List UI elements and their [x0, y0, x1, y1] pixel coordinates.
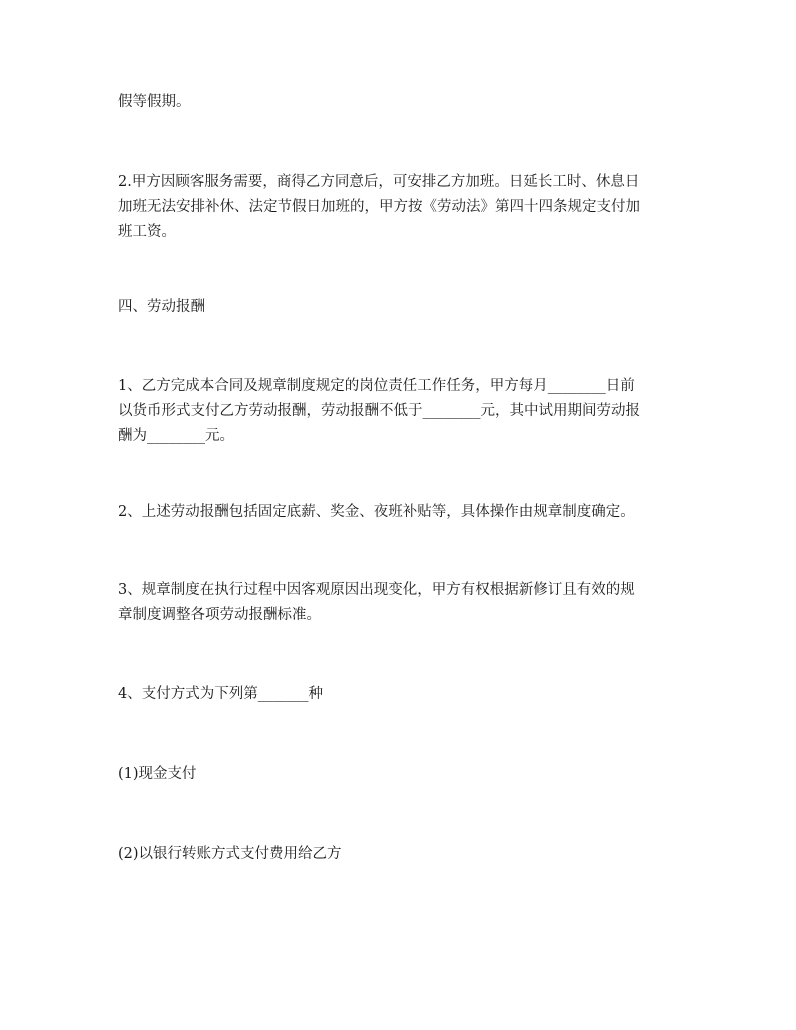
text-line: (1)现金支付 [118, 766, 197, 782]
paragraph-payment-option-1 [118, 762, 684, 787]
paragraph-payment-option-2 [118, 842, 684, 867]
paragraph-payment-method [118, 682, 684, 707]
text-line: 酬为________元。 [118, 428, 234, 444]
section-heading-remuneration [118, 295, 684, 320]
paragraph-remuneration-1 [118, 374, 684, 449]
text-line: 班工资。 [118, 224, 176, 240]
text-line: 加班无法安排补休、法定节假日加班的，甲方按《劳动法》第四十四条规定支付加 [118, 199, 640, 215]
text-line: 假等假期。 [118, 94, 191, 110]
text-line: 四、劳动报酬 [118, 299, 205, 315]
text-line: 以货币形式支付乙方劳动报酬，劳动报酬不低于________元，其中试用期间劳动报 [118, 403, 640, 419]
text-line: (2)以银行转账方式支付费用给乙方 [118, 846, 342, 862]
paragraph-holiday-tail [118, 90, 684, 115]
text-line: 3、规章制度在执行过程中因客观原因出现变化，甲方有权根据新修订且有效的规 [118, 582, 635, 598]
paragraph-remuneration-3 [118, 578, 684, 628]
text-line: 2.甲方因顾客服务需要，商得乙方同意后，可安排乙方加班。日延长工时、休息日 [118, 174, 640, 190]
paragraph-remuneration-2 [118, 500, 684, 525]
text-line: 4、支付方式为下列第_______种 [118, 686, 323, 702]
text-line: 章制度调整各项劳动报酬标准。 [118, 607, 321, 623]
text-line: 2、上述劳动报酬包括固定底薪、奖金、夜班补贴等，具体操作由规章制度确定。 [118, 504, 635, 520]
paragraph-overtime [118, 170, 684, 245]
text-line: 1、乙方完成本合同及规章制度规定的岗位责任工作任务，甲方每月________日前 [118, 378, 635, 394]
